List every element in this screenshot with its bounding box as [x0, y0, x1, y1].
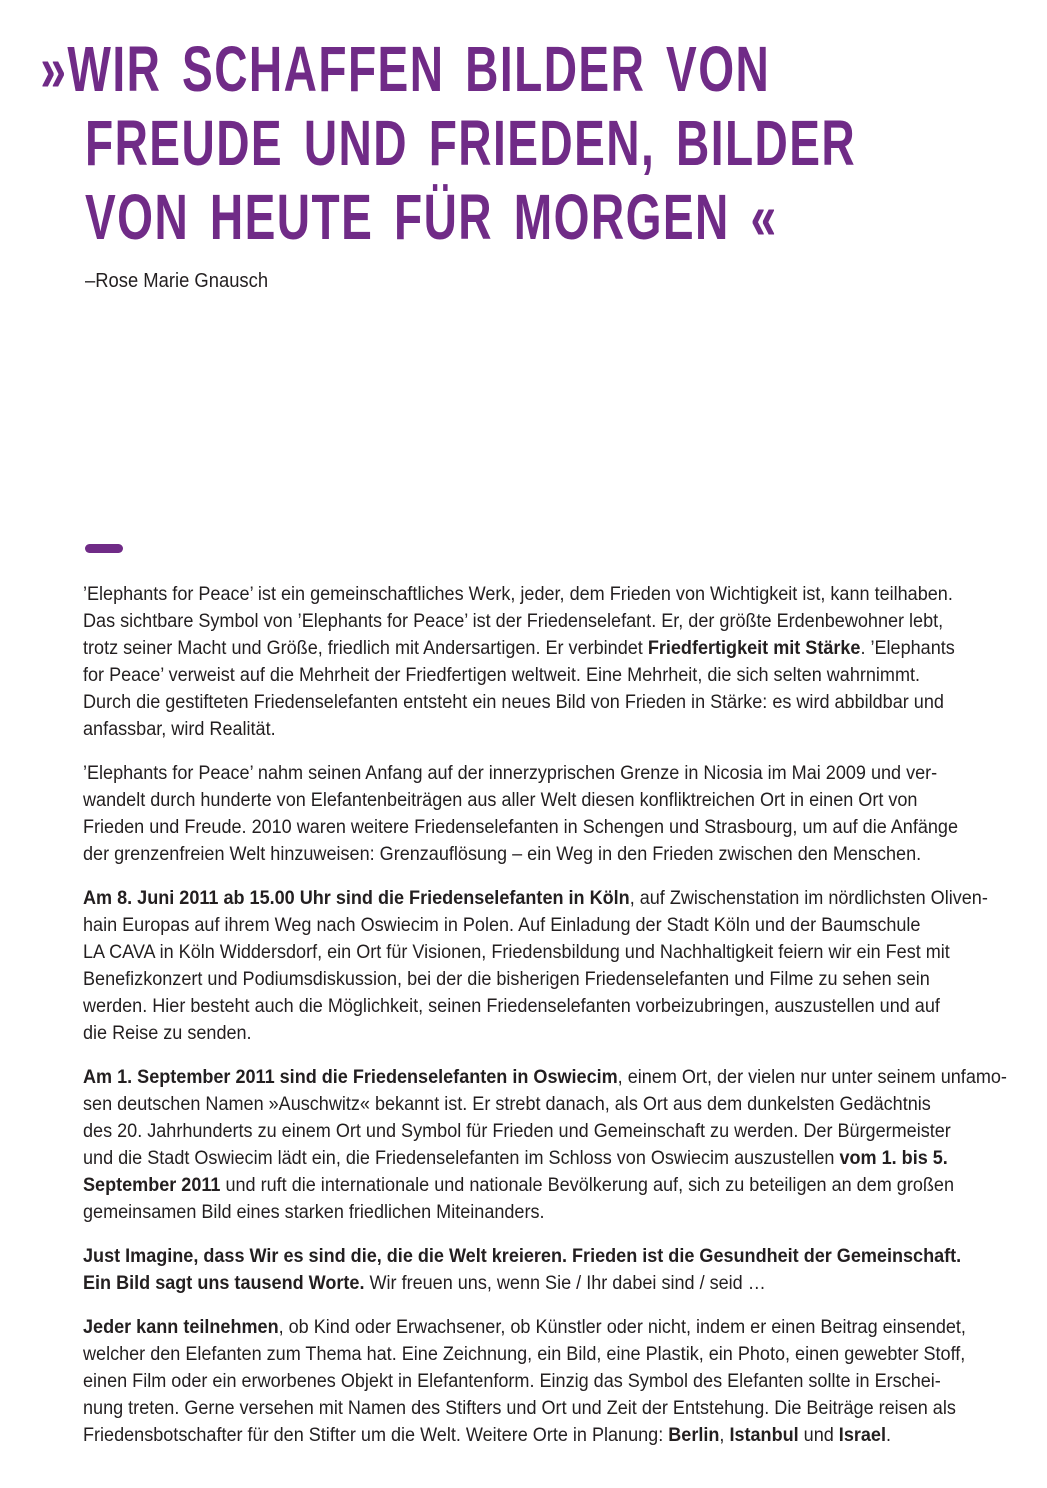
text-segment: die Reise zu senden.	[83, 1023, 252, 1044]
text-segment: Just Imagine, dass Wir es sind die, die die Welt kreieren. Frieden ist die Gesundheit der Gemeinschaft.	[83, 1246, 962, 1267]
text-segment: Ein Bild sagt uns tausend Worte.	[83, 1273, 365, 1294]
text-segment: Israel	[838, 1425, 886, 1446]
text-segment: ’Elephants for Peace’ ist ein gemeinschaftliches Werk, jeder, dem Frieden von Wichtigkeit ist, kann teilhaben.	[83, 584, 953, 605]
text-segment: vom 1. bis 5.	[839, 1148, 948, 1169]
text-segment: sen deutschen Namen »Auschwitz« bekannt ist. Er strebt danach, als Ort aus dem dunkelsten Gedächtnis	[83, 1094, 931, 1115]
text-segment: Jeder kann teilnehmen	[83, 1317, 279, 1338]
text-segment: hain Europas auf ihrem Weg nach Oswiecim in Polen. Auf Einladung der Stadt Köln und der Baumschule	[83, 915, 921, 936]
paragraph	[83, 1243, 1007, 1297]
text-segment: September 2011	[83, 1175, 221, 1196]
text-segment: anfassbar, wird Realität.	[83, 719, 276, 740]
paragraph	[83, 760, 1007, 868]
text-segment: und ruft die internationale und nationale Bevölkerung auf, sich zu beteiligen an dem großen	[220, 1175, 955, 1196]
text-segment: wandelt durch hunderte von Elefantenbeiträgen aus aller Welt diesen konfliktreichen Ort in einen Ort von	[83, 790, 918, 811]
text-segment: Das sichtbare Symbol von ’Elephants for Peace’ ist der Friedenselefant. Er, der größte Erdenbewohner lebt,	[83, 611, 944, 632]
body-text	[83, 581, 1007, 1466]
text-segment: gemeinsamen Bild eines starken friedlichen Miteinanders.	[83, 1202, 545, 1223]
text-segment: , ob Kind oder Erwachsener, ob Künstler oder nicht, indem er einen Beitrag einsendet,	[278, 1317, 966, 1338]
text-segment: Benefizkonzert und Podiumsdiskussion, bei der die bisherigen Friedenselefanten und Filme zu sehen sein	[83, 969, 930, 990]
quote-heading	[40, 32, 857, 254]
text-segment: ,	[719, 1425, 730, 1446]
text-segment: Istanbul	[729, 1425, 799, 1446]
paragraph	[83, 885, 1007, 1047]
text-segment: Am 8. Juni 2011 ab 15.00 Uhr sind die Friedenselefanten in Köln	[83, 888, 630, 909]
paragraph	[83, 581, 1007, 743]
quote-line-3: VON HEUTE FÜR MORGEN «	[85, 181, 778, 253]
quote-attribution: –Rose Marie Gnausch	[85, 270, 269, 292]
text-segment: des 20. Jahrhunderts zu einem Ort und Symbol für Frieden und Gemeinschaft zu werden. Der Bürgermeister	[83, 1121, 951, 1142]
text-segment: Durch die gestifteten Friedenselefanten entsteht ein neues Bild von Frieden in Stärke: es wird abbildbar und	[83, 692, 944, 713]
text-segment: LA CAVA in Köln Widdersdorf, ein Ort für Visionen, Friedensbildung und Nachhaltigkeit feiern wir ein Fest mit	[83, 942, 950, 963]
text-segment: welcher den Elefanten zum Thema hat. Eine Zeichnung, ein Bild, eine Plastik, ein Photo, einen gewebter Stoff,	[83, 1344, 966, 1365]
text-segment: . ’Elephants	[860, 638, 955, 659]
text-segment: Berlin	[668, 1425, 720, 1446]
paragraph	[83, 1314, 1007, 1449]
text-segment: Wir freuen uns, wenn Sie / Ihr dabei sind / seid …	[364, 1273, 766, 1294]
text-segment: Am 1. September 2011 sind die Friedenselefanten in Oswiecim	[83, 1067, 618, 1088]
text-segment: , auf Zwischenstation im nördlichsten Oliven-	[629, 888, 988, 909]
text-segment: Friedensbotschafter für den Stifter um die Welt. Weitere Orte in Planung:	[83, 1425, 669, 1446]
text-segment: ’Elephants for Peace’ nahm seinen Anfang auf der innerzyprischen Grenze in Nicosia im Mai 2009 und ver-	[83, 763, 938, 784]
text-segment: Frieden und Freude. 2010 waren weitere Friedenselefanten in Schengen und Strasbourg, um auf die Anfänge	[83, 817, 959, 838]
section-divider-dash	[85, 544, 123, 553]
text-segment: , einem Ort, der vielen nur unter seinem unfamo-	[617, 1067, 1007, 1088]
text-segment: trotz seiner Macht und Größe, friedlich mit Andersartigen. Er verbindet	[83, 638, 648, 659]
text-segment: und	[798, 1425, 839, 1446]
text-segment: Friedfertigkeit mit Stärke	[647, 638, 861, 659]
text-segment: werden. Hier besteht auch die Möglichkeit, seinen Friedenselefanten vorbeizubringen, auszustellen und auf	[83, 996, 940, 1017]
text-segment: und die Stadt Oswiecim lädt ein, die Friedenselefanten im Schloss von Oswiecim auszustellen	[83, 1148, 840, 1169]
paragraph	[83, 1064, 1007, 1226]
text-segment: .	[885, 1425, 891, 1446]
text-segment: for Peace’ verweist auf die Mehrheit der Friedfertigen weltweit. Eine Mehrheit, die sich selten wahrnimmt.	[83, 665, 921, 686]
text-segment: der grenzenfreien Welt hinzuweisen: Grenzauflösung – ein Weg in den Frieden zwischen den Menschen.	[83, 844, 922, 865]
quote-line-2: FREUDE UND FRIEDEN, BILDER	[85, 107, 857, 179]
text-segment: einen Film oder ein erworbenes Objekt in Elefantenform. Einzig das Symbol des Elefanten sollte in Erschei-	[83, 1371, 941, 1392]
text-segment: nung treten. Gerne versehen mit Namen des Stifters und Ort und Zeit der Entstehung. Die Beiträge reisen als	[83, 1398, 956, 1419]
quote-line-1: »WIR SCHAFFEN BILDER VON	[40, 33, 771, 105]
